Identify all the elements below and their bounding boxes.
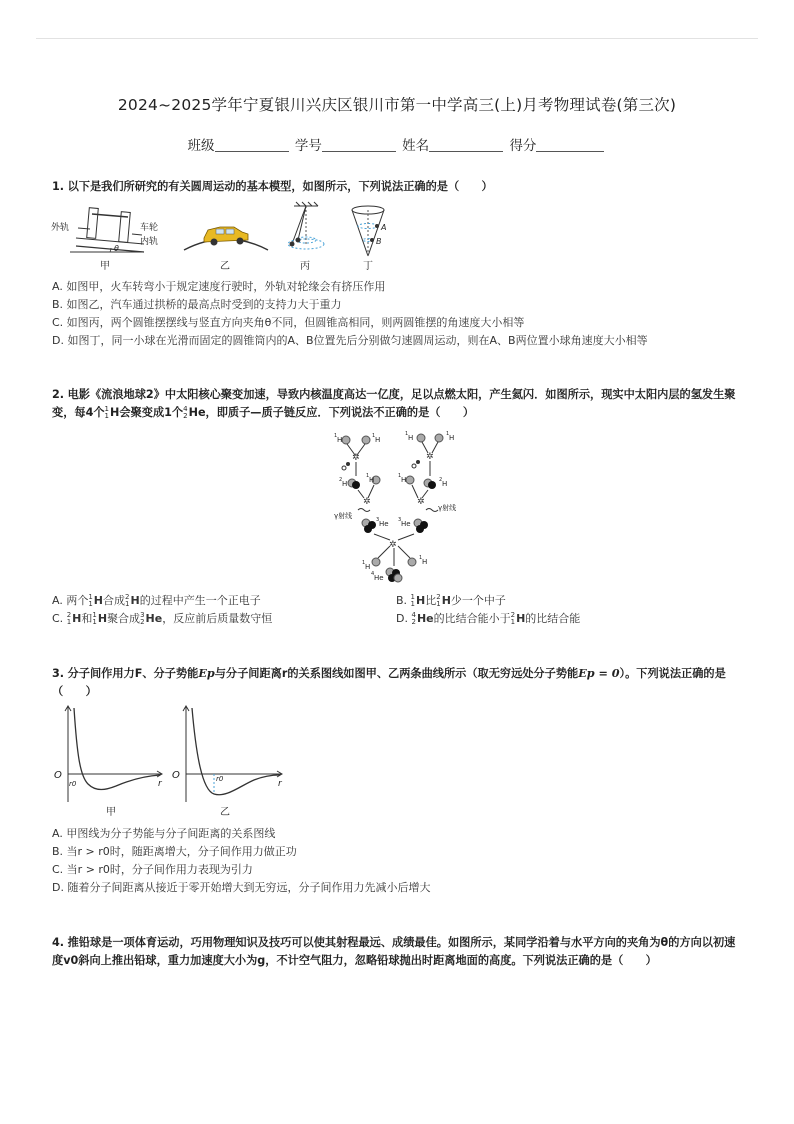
q3-number: 3. xyxy=(52,667,65,680)
q1-point-b-label: B xyxy=(376,237,382,246)
svg-text:✲: ✲ xyxy=(417,497,425,507)
q1-option-a[interactable]: A. 如图甲，火车转弯小于规定速度行驶时，外轨对轮缘会有挤压作用 xyxy=(52,280,386,293)
q2-option-d[interactable]: D. 4 2 He的比结合能小于 2 1 H的比结合能 xyxy=(396,611,581,626)
q2-h-2a: H xyxy=(342,480,348,488)
q2-stem-c: ，即质子—质子链反应．下列说法不正确的是（ ） xyxy=(205,406,475,419)
q2-mass-4: 4 xyxy=(371,571,375,577)
q1-point-a-label: A xyxy=(381,223,387,232)
top-divider xyxy=(36,38,758,39)
q2-stem-a: 电影《流浪地球2》中太阳核心聚变加速，导致内核温度高达一亿度，足以点燃太阳，产生氦闪．如图所示，现实中太阳内层的氢发生聚变，每4个 xyxy=(52,388,736,419)
q2-number: 2. xyxy=(52,388,65,401)
q1-outer-rail-label: 外轨 xyxy=(51,223,70,233)
class-label: 班级 xyxy=(187,138,215,154)
name-blank[interactable] xyxy=(429,137,503,152)
student-info-row xyxy=(0,134,794,154)
q2-mass-1b: 1 xyxy=(372,433,376,439)
q2-stem-nuclide-he4: 4 2 xyxy=(183,405,188,420)
question-3 xyxy=(52,664,746,701)
q1-fig-jia xyxy=(51,208,158,272)
q1-wheel-label: 车轮 xyxy=(140,223,159,233)
q2-h-1e: H xyxy=(449,434,455,442)
q2-h-2b: H xyxy=(442,480,448,488)
q2-option-c[interactable]: C. 2 1 H和 1 1 H聚合成 3 2 He，反应前后质量数守恒 xyxy=(52,611,273,626)
q2-he-3a: He xyxy=(379,520,389,528)
q3-figure xyxy=(50,704,300,822)
q3-graph-jia xyxy=(54,706,163,818)
question-4 xyxy=(52,934,746,970)
q1-ding-label: 丁 xyxy=(363,261,373,272)
q2-h-1b: H xyxy=(375,436,381,444)
q2-mass-1h: 1 xyxy=(419,555,423,561)
q2-he-3b: He xyxy=(401,520,411,528)
q1-fig-yi xyxy=(184,227,268,272)
q2-mass-1d: 1 xyxy=(405,431,409,437)
q2-stem-b: 会聚变成1个 xyxy=(119,406,184,419)
q1-number: 1. xyxy=(52,180,65,193)
q2-gamma-label-2: γ射线 xyxy=(438,504,457,512)
q3-graph-yi xyxy=(172,706,283,818)
q3-option-d[interactable]: D. 随着分子间距离从接近于零开始增大到无穷远，分子间作用力先减小后增大 xyxy=(52,881,431,894)
svg-text:✲: ✲ xyxy=(426,452,434,462)
q3-jia-r0: r0 xyxy=(69,780,77,788)
q2-option-b[interactable]: B. 1 1 H比 2 1 H少一个中子 xyxy=(396,593,506,608)
question-2: 2. 电影《流浪地球2》中太阳核心聚变加速，导致内核温度高达一亿度，足以点燃太阳，产生氦闪．如图所示，现实中太阳内层的氢发生聚变，每4个 1 1 H会聚变成1个 4 2 He，即质子—质子链反应．下列说法不正确的是（ ） xyxy=(52,388,736,420)
q3-ep-symbol: Ep xyxy=(198,666,215,680)
q2-fig-left-chain xyxy=(334,433,389,533)
q2-stem-nuclide-h1: 1 1 xyxy=(104,405,110,420)
svg-text:✲: ✲ xyxy=(363,497,371,507)
q2-mass-1c: 1 xyxy=(366,473,370,479)
q1-figure xyxy=(48,200,408,276)
q2-mass-3a: 3 xyxy=(376,517,380,523)
q1-stem: 以下是我们所研究的有关圆周运动的基本模型，如图所示，下列说法正确的是（ ） xyxy=(67,180,493,193)
q3-jia-label: 甲 xyxy=(106,807,116,818)
q1-option-c[interactable]: C. 如图丙，两个圆锥摆摆线与竖直方向夹角θ不同，但圆锥高相同，则两圆锥摆的角速度大小相等 xyxy=(52,316,525,329)
q2-mass-2a: 2 xyxy=(339,477,343,483)
score-blank[interactable] xyxy=(536,137,604,152)
q3-stem-a: 分子间作用力F、分子势能 xyxy=(67,667,199,680)
q1-fig-ding xyxy=(352,206,386,272)
svg-text:✲: ✲ xyxy=(389,540,397,550)
q2-figure xyxy=(326,428,476,588)
q2-mass-2b: 2 xyxy=(439,477,443,483)
q4-stem: 推铅球是一项体育运动，巧用物理知识及技巧可以使其射程最远、成绩最佳。如图所示，某同学沿着与水平方向的夹角为θ的方向以初速度v0斜向上推出铅球，重力加速度大小为g，不计空气阻力，忽略铅球抛出时距离地面的高度。下列说法正确的是（ ） xyxy=(52,936,736,967)
q3-option-b[interactable]: B. 当r > r0时，随距离增大，分子间作用力做正功 xyxy=(52,845,297,858)
q1-theta-label: θ xyxy=(114,244,119,253)
q3-option-a[interactable]: A. 甲图线为分子势能与分子间距离的关系图线 xyxy=(52,827,276,840)
q2-h-1d: H xyxy=(408,434,414,442)
q2-option-a[interactable]: A. 两个 1 1 H合成 2 1 H的过程中产生一个正电子 xyxy=(52,593,261,608)
page-title: 2024~2025学年宁夏银川兴庆区银川市第一中学高三(上)月考物理试卷(第三次) xyxy=(117,96,677,114)
q3-ep-zero: Ep = 0 xyxy=(578,666,620,680)
q1-yi-label: 乙 xyxy=(220,261,230,272)
q2-h-1c: H xyxy=(369,476,375,484)
q2-h-1h: H xyxy=(422,558,428,566)
q3-yi-r0: r0 xyxy=(216,775,224,783)
q3-stem-c: ）。下列说法正确的是（ ） xyxy=(52,667,726,698)
q1-jia-label: 甲 xyxy=(100,261,110,272)
svg-text:✲: ✲ xyxy=(352,453,360,463)
q2-gamma-label: γ射线 xyxy=(334,512,353,520)
q2-h-1a: H xyxy=(337,436,343,444)
q3-jia-origin: O xyxy=(54,770,62,781)
q2-fig-right-chain xyxy=(398,431,456,533)
class-blank[interactable] xyxy=(215,137,289,152)
q3-yi-origin: O xyxy=(172,770,180,781)
q1-option-d[interactable]: D. 如图丁，同一小球在光滑而固定的圆锥筒内的A、B位置先后分别做匀速圆周运动，则在A、B两位置小球角速度大小相等 xyxy=(52,334,648,347)
q2-mass-1f: 1 xyxy=(398,473,402,479)
q4-number: 4. xyxy=(52,936,65,949)
q1-inner-rail-label: 内轨 xyxy=(140,237,159,247)
q1-fig-bing xyxy=(288,202,324,272)
name-label: 姓名 xyxy=(402,138,430,154)
q2-mass-1g: 1 xyxy=(362,560,366,566)
q2-fig-final-fusion xyxy=(362,534,427,582)
question-1 xyxy=(52,178,746,196)
q3-option-c[interactable]: C. 当r > r0时，分子间作用力表现为引力 xyxy=(52,863,253,876)
q3-stem-b: 与分子间距离r的关系图线如图甲、乙两条曲线所示（取无穷远处分子势能 xyxy=(214,667,579,680)
q2-h-1g: H xyxy=(365,563,371,571)
q3-yi-r: r xyxy=(278,779,282,789)
score-label: 得分 xyxy=(509,138,537,154)
student-id-blank[interactable] xyxy=(322,137,396,152)
q3-jia-r: r xyxy=(158,779,162,789)
q1-bing-label: 丙 xyxy=(300,261,310,272)
q3-yi-label: 乙 xyxy=(220,807,230,818)
q2-mass-1a: 1 xyxy=(334,433,338,439)
q2-he-4: He xyxy=(374,574,384,582)
q2-h-1f: H xyxy=(401,476,407,484)
q2-mass-3b: 3 xyxy=(398,517,402,523)
student-id-label: 学号 xyxy=(294,138,322,154)
q1-option-b[interactable]: B. 如图乙，汽车通过拱桥的最高点时受到的支持力大于重力 xyxy=(52,298,342,311)
q2-mass-1e: 1 xyxy=(446,431,450,437)
